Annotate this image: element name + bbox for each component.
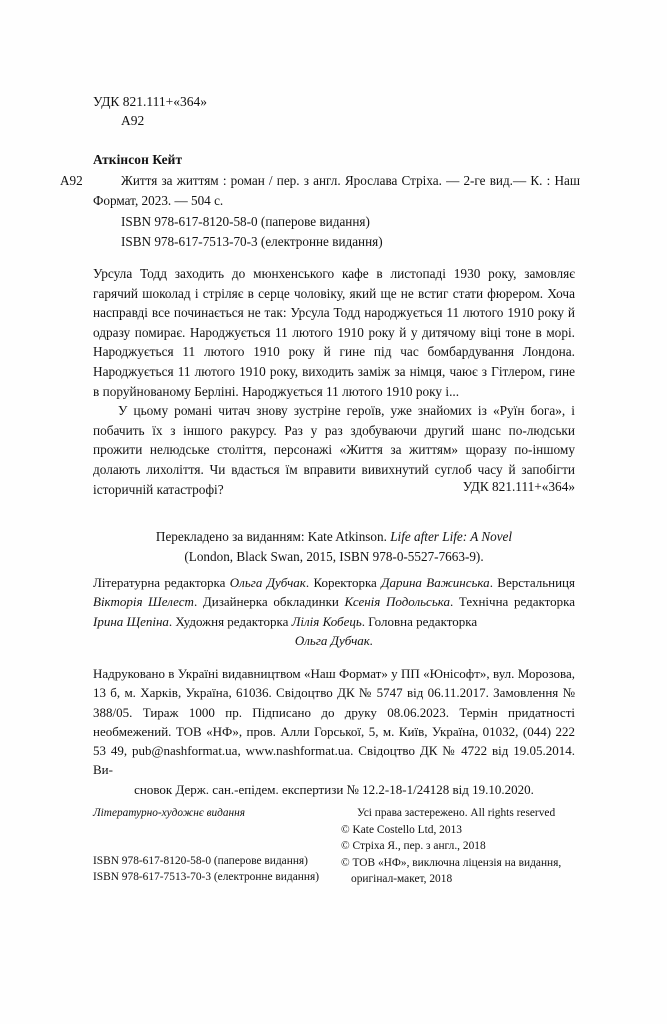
- cover-designer-name: Ксенія Подольська: [344, 594, 450, 610]
- title-statement: Життя за життям : роман / пер. з англ. Ярослава Стріха. — 2-ге вид.— К. : Наш Формат, 2023. — 504 с.: [93, 173, 580, 208]
- technical-editor-name: Ірина Щепіна: [93, 613, 169, 629]
- udk-header-block: [93, 92, 573, 130]
- footer-block: [93, 805, 583, 887]
- udk-footer: УДК 821.111+«364»: [462, 479, 575, 494]
- proofreader-name: Дарина Важинська: [381, 575, 490, 590]
- original-title: Life after Life: A Novel: [390, 529, 513, 544]
- art-editor-label: . Художня редакторка: [168, 613, 292, 629]
- annotation-block: [93, 264, 575, 499]
- isbn-group-top: [93, 212, 580, 251]
- annotation-paragraph-1: Урсула Тодд заходить до мюнхенського кафе в листопаді 1930 року, замовляє гарячий шоколад і стріляє в серце чоловіку, який ще не встиг стати фюрером. Хоча насправді все починається не так: Урсула Тодд народжується 11 лютого 1910 року й одразу помирає. Народжується 11 лютого 1910 року й у дитячому віці тоне в морі. Народжується 11 лютого 1910 року й гине під час бомбардування Лондона. Народжується 11 лютого 1910 року, виходить заміж за німця, чаює з Гітлером, гине в поруйнованому Берліні. Народжується 11 лютого 1910 року і...: [93, 266, 575, 399]
- bibliographic-description: [60, 150, 580, 251]
- copyright-line-2: © Стріха Я., пер. з англ., 2018: [341, 840, 486, 853]
- edition-kind-label: Літературно-художнє видання: [93, 807, 245, 819]
- layout-designer-name: Вікторія Шелест: [93, 594, 194, 610]
- footer-columns: [93, 805, 583, 887]
- udk-code-top: УДК 821.111+«364»: [93, 94, 208, 109]
- translated-from-block: [93, 527, 575, 566]
- isbn-electronic-top: ISBN 978-617-7513-70-3 (електронне видання): [121, 233, 383, 249]
- rights-reserved-heading: Усі права застережено. All rights reserved: [357, 807, 556, 819]
- isbn-print-footer: ISBN 978-617-8120-58-0 (паперове видання): [93, 855, 308, 868]
- technical-editor-label: . Технічна редакторка: [450, 594, 576, 610]
- copyright-line-1: © Kate Costello Ltd, 2013: [341, 824, 462, 837]
- literary-editor-label: Літературна редакторка: [93, 575, 230, 590]
- cover-designer-label: . Дизайнерка обкладинки: [193, 594, 345, 610]
- chief-editor-label: . Головна редакторка: [361, 613, 478, 629]
- footer-left-column: [93, 805, 341, 886]
- printing-details-last-line: сновок Держ. сан.-епідем. експертизи № 12.2-18-1/24128 від 19.10.2020.: [134, 781, 534, 797]
- author-name: Аткінсон Кейт: [93, 152, 183, 167]
- literary-editor-name: Ольга Дубчак: [229, 575, 306, 590]
- layout-label: . Верстальниця: [489, 575, 575, 590]
- proofreader-label: . Коректорка: [305, 575, 382, 590]
- footer-right-column: [341, 805, 583, 887]
- copyright-line-3: © ТОВ «НФ», виключна ліцензія на видання,: [341, 856, 562, 869]
- annotation-paragraph-2: У цьому романі читач знову зустріне героїв, уже знайомих із «Руїн бога», і побачить їх з іншого ракурсу. Раз у раз здобуваючи другий шанс по-людськи прожити нелюдське століття, персонажі «Життя за життям» щоразу по-іншому долають лихоліття. Чи вдасться їм вправити вивихнутий суглоб часу й запобігти історичній катастрофі?: [93, 403, 575, 497]
- shelfmark-margin: А92: [60, 173, 83, 189]
- art-editor-name: Лілія Кобець: [291, 613, 362, 629]
- printing-details-block: [93, 664, 575, 799]
- copyright-line-3-continuation: оригінал-макет, 2018: [351, 872, 453, 885]
- description-row: [60, 171, 580, 210]
- translated-from-prefix: Перекладено за виданням: Kate Atkinson.: [155, 529, 391, 544]
- isbn-electronic-footer: ISBN 978-617-7513-70-3 (електронне видання): [93, 871, 319, 884]
- original-publication-details: (London, Black Swan, 2015, ISBN 978-0-5527-7663-9).: [184, 548, 484, 564]
- chief-editor-name: Ольга Дубчак.: [294, 633, 374, 649]
- printing-details-text: Надруковано в Україні видавництвом «Наш Формат» у ПП «Юнісофт», вул. Морозова, 13 б, м. Харків, Україна, 61036. Свідоцтво ДК № 5747 від 06.11.2017. Замовлення № 388/05. Тираж 1000 пр. Підписано до друку 08.06.2023. Термін придатності необмежений. ТОВ «НФ», пров. Алли Горської, 5, м. Київ, Україна, 01032, (044) 222 53 49, pub@nashformat.ua, www.nashformat.ua. Свідоцтво ДК № 4722 від 19.05.2014. Ви-: [93, 666, 575, 778]
- credits-block: [93, 573, 575, 651]
- shelfmark-top: А92: [121, 113, 145, 128]
- isbn-print-top: ISBN 978-617-8120-58-0 (паперове видання): [121, 214, 370, 230]
